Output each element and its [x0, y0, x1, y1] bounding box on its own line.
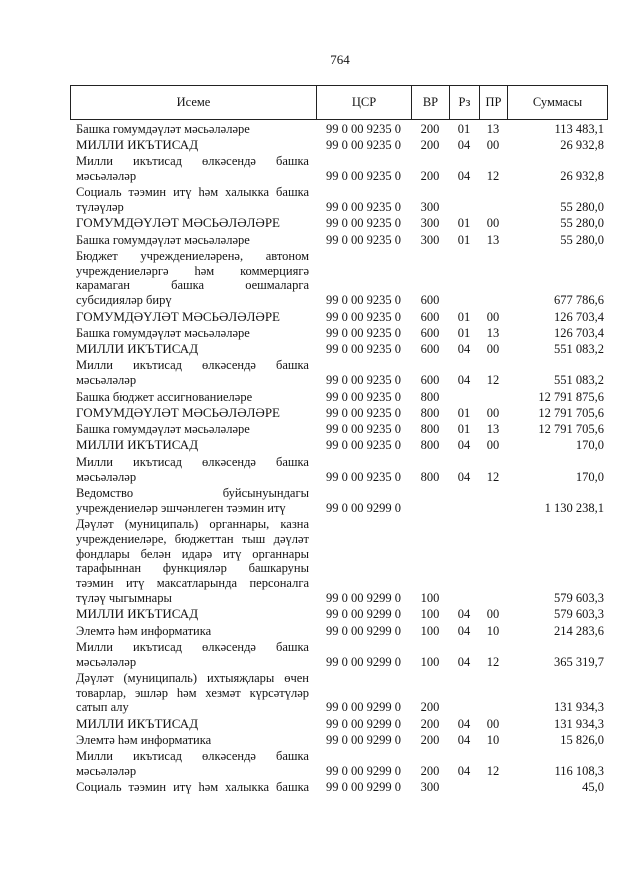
table-row [70, 624, 608, 639]
label-line: фондлары белән идарә итү органнары [76, 546, 309, 561]
row-csr: 99 0 00 9235 0 [326, 405, 401, 420]
row-label [70, 624, 316, 639]
row-label [70, 358, 316, 388]
row-vr: 800 [420, 422, 440, 437]
label-line: Социаль тәэмин итү һәм халыкка башка [76, 185, 309, 200]
row-label [70, 640, 316, 670]
table-row [70, 455, 608, 485]
row-csr: 99 0 00 9299 0 [326, 700, 401, 715]
row-vr: 200 [420, 168, 440, 183]
row-rz: 04 [457, 137, 471, 152]
row-csr: 99 0 00 9299 0 [326, 590, 401, 605]
label-line: Социаль тәэмин итү һәм халыкка башка [76, 780, 309, 795]
row-label [70, 310, 316, 325]
row-csr: 99 0 00 9235 0 [326, 168, 401, 183]
label-line: мәсьәләләр [76, 469, 137, 484]
row-pr: 10 [486, 733, 500, 748]
label-line: МИЛЛИ ИКЪТИСАД [76, 715, 199, 731]
header-name: Исеме [176, 95, 211, 109]
row-sum: 55 280,0 [560, 216, 604, 231]
row-label [70, 326, 316, 341]
row-vr: 300 [420, 232, 440, 247]
label-line: Дәүләт (муниципаль) органнары, казна [76, 516, 309, 531]
row-label [70, 390, 316, 405]
row-label [70, 138, 316, 153]
row-rz: 04 [457, 373, 471, 388]
label-line: Бюджет учреждениеләренә, автоном [76, 248, 309, 263]
row-csr: 99 0 00 9299 0 [326, 764, 401, 779]
table-row [70, 342, 608, 357]
header-vr: ВР [411, 86, 449, 119]
row-label [70, 486, 316, 516]
table-row [70, 326, 608, 341]
row-sum: 15 826,0 [560, 733, 604, 748]
row-rz: 01 [457, 232, 471, 247]
row-label [70, 517, 316, 606]
label-line: тарафыннан функцияләр башкаруны [76, 561, 309, 576]
label-line: Элемтә һәм информатика [76, 733, 212, 748]
row-csr: 99 0 00 9299 0 [326, 607, 401, 622]
row-vr: 600 [420, 373, 440, 388]
row-pr: 12 [486, 469, 500, 484]
row-label [70, 122, 316, 137]
row-csr: 99 0 00 9299 0 [326, 716, 401, 731]
row-label [70, 717, 316, 732]
table-row [70, 640, 608, 670]
row-pr: 00 [486, 716, 500, 731]
row-csr: 99 0 00 9235 0 [326, 216, 401, 231]
row-rz: 04 [457, 716, 471, 731]
row-pr: 00 [486, 309, 500, 324]
label-line: МИЛЛИ ИКЪТИСАД [76, 606, 199, 622]
row-label [70, 185, 316, 215]
table-row [70, 310, 608, 325]
row-sum: 26 932,8 [560, 137, 604, 152]
row-csr: 99 0 00 9235 0 [326, 293, 401, 308]
label-line: учреждениеләргә һәм коммерциягә [76, 263, 309, 278]
row-csr: 99 0 00 9299 0 [326, 654, 401, 669]
row-csr: 99 0 00 9235 0 [326, 373, 401, 388]
row-vr: 300 [420, 199, 440, 214]
row-vr: 600 [420, 309, 440, 324]
table-body [70, 122, 608, 796]
row-csr: 99 0 00 9299 0 [326, 780, 401, 795]
row-rz: 04 [457, 623, 471, 638]
row-rz: 04 [457, 168, 471, 183]
row-label [70, 671, 316, 715]
row-csr: 99 0 00 9235 0 [326, 325, 401, 340]
row-vr: 800 [420, 438, 440, 453]
row-sum: 677 786,6 [554, 293, 604, 308]
table-header [70, 85, 608, 120]
row-sum: 55 280,0 [560, 199, 604, 214]
row-sum: 126 703,4 [554, 309, 604, 324]
row-rz: 01 [457, 422, 471, 437]
table-row [70, 138, 608, 153]
label-line: Ведомство буйсынуындагы [76, 485, 309, 500]
table-row [70, 749, 608, 779]
row-csr: 99 0 00 9299 0 [326, 500, 401, 515]
row-pr: 00 [486, 342, 500, 357]
row-pr: 13 [486, 121, 500, 136]
row-label [70, 342, 316, 357]
label-line: тәэмин итү максатларында персоналга [76, 576, 309, 591]
label-line: Милли икътисад өлкәсендә башка [76, 358, 309, 373]
row-pr: 12 [486, 764, 500, 779]
label-line: Элемтә һәм информатика [76, 623, 212, 638]
row-sum: 551 083,2 [554, 373, 604, 388]
label-line: мәсьәләләр [76, 764, 137, 779]
row-label [70, 154, 316, 184]
row-label [70, 216, 316, 231]
header-rz: Рз [449, 86, 479, 119]
row-vr: 300 [420, 780, 440, 795]
label-line: түләүләр [76, 199, 124, 214]
row-vr: 200 [420, 733, 440, 748]
table-row [70, 517, 608, 606]
row-rz: 04 [457, 342, 471, 357]
row-sum: 126 703,4 [554, 325, 604, 340]
label-line: Башка гомумдәүләт мәсьәләләре [76, 232, 250, 247]
row-sum: 365 319,7 [554, 654, 604, 669]
row-sum: 214 283,6 [554, 623, 604, 638]
row-csr: 99 0 00 9235 0 [326, 137, 401, 152]
row-label [70, 749, 316, 779]
row-vr: 800 [420, 469, 440, 484]
row-sum: 579 603,3 [554, 607, 604, 622]
row-vr: 600 [420, 293, 440, 308]
page-number: 764 [330, 52, 350, 67]
row-pr: 12 [486, 168, 500, 183]
row-rz: 04 [457, 607, 471, 622]
row-csr: 99 0 00 9235 0 [326, 389, 401, 404]
row-sum: 12 791 705,6 [538, 422, 604, 437]
label-line: ГОМУМДӘҮЛӘТ МӘСЬӘЛӘЛӘРЕ [76, 215, 280, 231]
table-row [70, 249, 608, 308]
row-vr: 200 [420, 137, 440, 152]
header-csr: ЦСР [316, 86, 411, 119]
row-csr: 99 0 00 9235 0 [326, 232, 401, 247]
table-row [70, 422, 608, 437]
row-rz: 01 [457, 325, 471, 340]
table-row [70, 486, 608, 516]
row-vr: 100 [420, 590, 440, 605]
row-csr: 99 0 00 9299 0 [326, 623, 401, 638]
budget-table [70, 85, 608, 797]
label-line: сатып алу [76, 700, 129, 715]
row-sum: 551 083,2 [554, 342, 604, 357]
row-rz: 01 [457, 121, 471, 136]
table-row [70, 185, 608, 215]
row-sum: 1 130 238,1 [544, 500, 604, 515]
label-line: субсидияләр бирү [76, 293, 172, 308]
row-csr: 99 0 00 9235 0 [326, 438, 401, 453]
label-line: МИЛЛИ ИКЪТИСАД [76, 341, 199, 357]
row-csr: 99 0 00 9235 0 [326, 342, 401, 357]
row-label [70, 780, 316, 795]
row-vr: 200 [420, 121, 440, 136]
row-vr: 100 [420, 623, 440, 638]
label-line: ГОМУМДӘҮЛӘТ МӘСЬӘЛӘЛӘРЕ [76, 404, 280, 420]
row-vr: 200 [420, 764, 440, 779]
label-line: Башка гомумдәүләт мәсьәләләре [76, 422, 250, 437]
row-pr: 00 [486, 405, 500, 420]
row-vr: 600 [420, 325, 440, 340]
label-line: түләү чыгымнары [76, 590, 172, 605]
table-row [70, 671, 608, 715]
label-line: Башка гомумдәүләт мәсьәләләре [76, 325, 250, 340]
row-sum: 45,0 [582, 780, 604, 795]
table-row [70, 122, 608, 137]
row-rz: 01 [457, 309, 471, 324]
row-csr: 99 0 00 9235 0 [326, 469, 401, 484]
table-row [70, 216, 608, 231]
row-pr: 10 [486, 623, 500, 638]
row-rz: 04 [457, 438, 471, 453]
row-csr: 99 0 00 9235 0 [326, 121, 401, 136]
row-sum: 113 483,1 [554, 121, 604, 136]
table-row [70, 438, 608, 453]
row-pr: 13 [486, 325, 500, 340]
row-vr: 100 [420, 607, 440, 622]
table-row [70, 733, 608, 748]
label-line: Башка бюджет ассигнованиеләре [76, 389, 253, 404]
row-vr: 800 [420, 389, 440, 404]
row-pr: 00 [486, 607, 500, 622]
row-vr: 600 [420, 342, 440, 357]
row-pr: 00 [486, 438, 500, 453]
row-label [70, 607, 316, 622]
row-vr: 800 [420, 405, 440, 420]
row-sum: 170,0 [575, 438, 604, 453]
row-label [70, 233, 316, 248]
label-line: учреждениеләре, бюджеттан тыш дәүләт [76, 531, 309, 546]
table-row [70, 406, 608, 421]
table-row [70, 154, 608, 184]
row-sum: 579 603,3 [554, 590, 604, 605]
row-sum: 12 791 705,6 [538, 405, 604, 420]
label-line: Милли икътисад өлкәсендә башка [76, 454, 309, 469]
row-label [70, 249, 316, 308]
row-sum: 26 932,8 [560, 168, 604, 183]
row-pr: 00 [486, 137, 500, 152]
row-vr: 100 [420, 654, 440, 669]
label-line: Дәүләт (муниципаль) ихтыяҗлары өчен [76, 670, 309, 685]
row-rz: 01 [457, 216, 471, 231]
label-line: Милли икътисад өлкәсендә башка [76, 749, 309, 764]
row-sum: 131 934,3 [554, 716, 604, 731]
label-line: мәсьәләләр [76, 168, 137, 183]
row-rz: 04 [457, 654, 471, 669]
row-sum: 12 791 875,6 [538, 389, 604, 404]
label-line: мәсьәләләр [76, 373, 137, 388]
row-rz: 01 [457, 405, 471, 420]
row-pr: 00 [486, 216, 500, 231]
row-pr: 13 [486, 422, 500, 437]
row-pr: 13 [486, 232, 500, 247]
row-rz: 04 [457, 764, 471, 779]
table-row [70, 390, 608, 405]
table-row [70, 358, 608, 388]
row-label [70, 438, 316, 453]
row-label [70, 422, 316, 437]
label-line: Милли икътисад өлкәсендә башка [76, 639, 309, 654]
row-vr: 300 [420, 216, 440, 231]
label-line: ГОМУМДӘҮЛӘТ МӘСЬӘЛӘЛӘРЕ [76, 308, 280, 324]
row-rz: 04 [457, 469, 471, 484]
row-pr: 12 [486, 654, 500, 669]
row-csr: 99 0 00 9235 0 [326, 422, 401, 437]
header-pr: ПР [479, 86, 507, 119]
row-sum: 116 108,3 [554, 764, 604, 779]
header-sum: Суммасы [507, 86, 607, 119]
table-row [70, 780, 608, 795]
row-sum: 170,0 [575, 469, 604, 484]
label-line: МИЛЛИ ИКЪТИСАД [76, 437, 199, 453]
row-rz: 04 [457, 733, 471, 748]
label-line: Милли икътисад өлкәсендә башка [76, 154, 309, 169]
row-vr: 200 [420, 716, 440, 731]
table-row [70, 607, 608, 622]
row-label [70, 733, 316, 748]
label-line: учреждениеләр эшчәнлеген тәэмин итү [76, 500, 286, 515]
table-row [70, 233, 608, 248]
label-line: МИЛЛИ ИКЪТИСАД [76, 136, 199, 152]
row-csr: 99 0 00 9299 0 [326, 733, 401, 748]
table-row [70, 717, 608, 732]
row-sum: 131 934,3 [554, 700, 604, 715]
row-csr: 99 0 00 9235 0 [326, 199, 401, 214]
row-label [70, 455, 316, 485]
row-vr: 200 [420, 700, 440, 715]
row-label [70, 406, 316, 421]
row-csr: 99 0 00 9235 0 [326, 309, 401, 324]
row-pr: 12 [486, 373, 500, 388]
row-sum: 55 280,0 [560, 232, 604, 247]
label-line: Башка гомумдәүләт мәсьәләләре [76, 121, 250, 136]
label-line: карамаган башка оешмаларга [76, 278, 309, 293]
label-line: товарлар, эшләр һәм хезмәт күрсәтүләр [76, 685, 309, 700]
label-line: мәсьәләләр [76, 654, 137, 669]
